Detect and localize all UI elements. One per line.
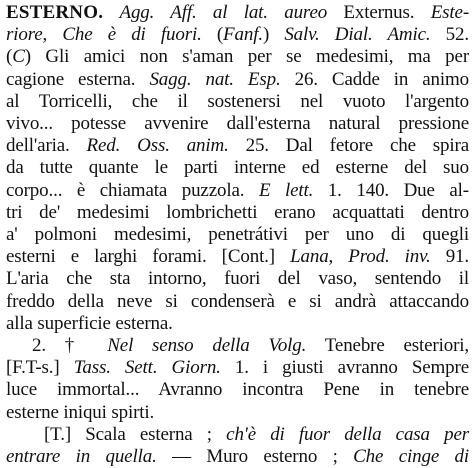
- text-run: dell'aria.: [6, 135, 87, 157]
- text-run: [F.T-s.]: [6, 357, 74, 379]
- entry-line: [6, 202, 469, 224]
- text-run: corpo... è chiamata puzzola.: [6, 179, 259, 201]
- text-run: 2. †: [32, 335, 108, 357]
- entry-line: [6, 91, 469, 113]
- headword: ESTERNO.: [6, 2, 104, 23]
- line-content: [120, 2, 470, 23]
- text-run: ,: [42, 24, 63, 46]
- sense2-line: [6, 335, 469, 357]
- text-run: luce immortal... Avranno incontra Pene in tenebre: [6, 379, 469, 401]
- italic-text: Tass. Sett. Giorn.: [73, 357, 221, 379]
- entry-line: [6, 69, 469, 91]
- entry-line: [6, 224, 469, 246]
- text-run: [T.] Scala esterna ;: [44, 423, 227, 445]
- sense2-line: [6, 357, 469, 379]
- italic-text: Lana, Prod. inv.: [290, 246, 431, 268]
- text-run: ): [262, 24, 285, 46]
- text-run: (: [201, 24, 224, 46]
- italic-text: Che cinge di: [353, 446, 469, 468]
- italic-text: Red. Oss. anim.: [86, 135, 229, 157]
- text-run: 26. Cadde in animo: [280, 68, 469, 90]
- text-run: L'aria che sta intorno, fuori del vaso, sentendo il: [6, 268, 469, 290]
- italic-text: Che è di fuori.: [62, 24, 202, 46]
- sense3-line: [6, 446, 469, 468]
- text-run: al Torricelli, che il sostenersi nel vuoto l'argento: [6, 90, 469, 112]
- text-run: esterne iniqui spirti.: [6, 401, 155, 423]
- entry-line: [6, 2, 469, 24]
- text-run: Tenebre esteriori,: [306, 335, 469, 357]
- sense2-line: [6, 402, 469, 424]
- text-run: alla superficie esterna.: [6, 312, 173, 334]
- italic-text: riore: [6, 24, 43, 46]
- italic-text: entrare in quella.: [6, 446, 157, 468]
- entry-line: [6, 135, 469, 157]
- entry-line: [6, 113, 469, 135]
- entry-body: [6, 24, 469, 468]
- text-run: cagione esterna.: [6, 68, 150, 90]
- text-run: da tutte quante le parti interne ed esterne del suo: [6, 157, 469, 179]
- text-run: a' polmoni medesimi, penetrátivi per uno di quegli: [6, 224, 469, 246]
- text-run: Externus.: [327, 2, 431, 23]
- italic-text: Este-: [430, 2, 470, 23]
- entry-line: [6, 46, 469, 68]
- entry-line: [6, 157, 469, 179]
- text-run: (: [6, 46, 13, 68]
- italic-text: E lett.: [258, 179, 314, 201]
- entry-line: [6, 291, 469, 313]
- italic-text: Nel senso della Volg.: [107, 335, 307, 357]
- text-run: ) Gli amici non s'aman per se medesimi, ma per: [24, 46, 469, 68]
- entry-line: [6, 246, 469, 268]
- italic-text: C: [12, 46, 25, 68]
- italic-text: ch'è di fuor della casa per: [226, 423, 469, 445]
- text-run: freddo della neve si condenserà e si andrà attaccando: [6, 290, 469, 312]
- entry-line: [6, 313, 469, 335]
- italic-text: Agg. Aff. al lat. aureo: [119, 2, 328, 23]
- text-run: 1. 140. Due al-: [313, 179, 469, 201]
- italic-text: Sagg. nat. Esp.: [149, 68, 281, 90]
- sense3-line: [6, 424, 469, 446]
- text-run: 1. i giusti avranno Sempre: [220, 357, 469, 379]
- text-run: 91.: [430, 246, 470, 268]
- text-run: esterni e larghi forami. [Cont.]: [6, 246, 291, 268]
- sense2-line: [6, 379, 469, 401]
- entry-line: [6, 268, 469, 290]
- text-run: 25. Dal fetore che spira: [228, 135, 469, 157]
- italic-text: Salv. Dial. Amic.: [284, 24, 431, 46]
- entry-line: [6, 180, 469, 202]
- entry-line: [6, 24, 469, 46]
- text-run: — Muro esterno ;: [156, 446, 354, 468]
- italic-text: Fanf.: [223, 24, 263, 46]
- text-run: vivo... potesse avvenire dall'esterna natural pressione: [6, 113, 469, 135]
- text-run: tri de' medesimi lombrichetti erano acquattati dentro: [6, 201, 469, 223]
- text-run: 52.: [430, 24, 469, 46]
- dictionary-entry: [6, 2, 469, 24]
